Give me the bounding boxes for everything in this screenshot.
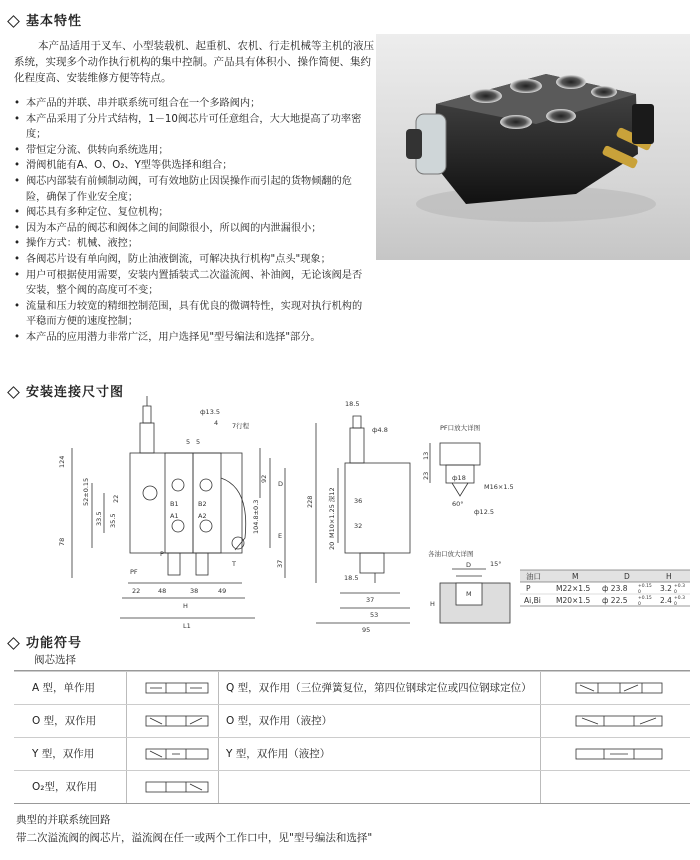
- intro-paragraph: 本产品适用于叉车、小型装载机、起重机、农机、行走机械等主机的液压系统，实现多个动作执行机构的集中控制。产品具有体积小、操作简便、集约化程度高、安装维修方便等特点。: [14, 40, 374, 84]
- table-cell: 0: [674, 602, 677, 607]
- port-label: A1: [170, 512, 179, 520]
- valve-symbol-icon: [574, 680, 664, 696]
- table-cell: 0: [638, 590, 641, 595]
- dim-label: M16×1.5: [484, 483, 514, 491]
- table-cell: 3.2: [660, 584, 672, 593]
- port-label: P: [160, 550, 164, 558]
- dimension-drawings: [0, 388, 700, 650]
- dim-label: 22: [132, 587, 141, 595]
- dim-label: D: [466, 561, 472, 569]
- function-symbol-table: [14, 670, 690, 804]
- product-photo: [376, 34, 690, 260]
- table-header: 油口: [526, 572, 541, 581]
- table-cell: 2.4: [660, 596, 672, 605]
- dim-label: 18.5: [344, 574, 359, 582]
- dim-label: E: [278, 532, 283, 540]
- list-item: • 因为本产品的阀芯和阀体之间的间隙很小，所以阀的内泄漏很小；: [14, 221, 370, 237]
- dim-label: 95: [362, 626, 371, 634]
- diamond-icon: [7, 637, 20, 650]
- valve-illustration: [376, 34, 690, 260]
- table-cell: P: [526, 584, 531, 593]
- dim-label: 92: [260, 474, 268, 483]
- dim-label: 53: [370, 611, 379, 619]
- dim-label: 15°: [490, 560, 502, 568]
- spool-type-label: Y 型，双作用: [32, 748, 95, 760]
- table-cell: +0.15: [638, 584, 652, 589]
- table-header: H: [666, 572, 672, 581]
- table-cell: 0: [638, 602, 641, 607]
- dim-label: 22: [112, 494, 120, 503]
- valve-symbol-icon: [144, 713, 210, 729]
- section-title-symbols: 功能符号: [6, 632, 82, 651]
- port-label: B1: [170, 500, 179, 508]
- dim-label: ф18: [452, 474, 466, 482]
- dim-label: 37: [366, 596, 375, 604]
- dim-label: 23: [422, 471, 430, 480]
- feature-list: [14, 96, 370, 346]
- dim-label: 38: [190, 587, 199, 595]
- table-cell: M20×1.5: [556, 596, 591, 605]
- dim-label: ф13.5: [200, 408, 221, 416]
- dim-label: ф12.5: [474, 508, 495, 516]
- list-item: • 本产品的并联、串并联系统可组合在一个多路阀内；: [14, 96, 370, 112]
- dim-label: 36: [354, 497, 363, 505]
- dim-label: D: [278, 480, 284, 488]
- list-item: • 操作方式：机械、液控；: [14, 236, 370, 252]
- dim-label: 35.5: [109, 513, 117, 528]
- dim-label: M10×1.25 深12: [328, 487, 336, 538]
- dim-label: 32: [354, 522, 363, 530]
- dim-label: 5: [196, 438, 201, 446]
- port-label: T: [232, 560, 236, 568]
- dim-label: 20: [328, 541, 336, 550]
- valve-symbol-icon: [144, 746, 210, 762]
- dim-label: L1: [183, 622, 191, 630]
- table-cell: Ai,Bi: [524, 596, 541, 605]
- dim-label: H: [430, 600, 435, 608]
- detail-title: PF口放大详图: [440, 424, 481, 432]
- table-cell: 0: [674, 590, 677, 595]
- list-item: • 滑阀机能有A、O、O₂、Y型等供选择和组合；: [14, 158, 370, 174]
- dim-label: 37: [276, 559, 284, 568]
- footer-line: 带二次溢流阀的阀芯片，溢流阀在任一或两个工作口中，见"型号编法和选择": [16, 832, 373, 844]
- section-title-features: 基本特性: [6, 10, 82, 29]
- table-cell: M22×1.5: [556, 584, 591, 593]
- table-cell: ф 22.5: [602, 596, 628, 605]
- section-title-dimensions: 安装连接尺寸图: [6, 381, 124, 400]
- spool-type-label: O 型，双作用: [32, 715, 97, 727]
- port-label: B2: [198, 500, 207, 508]
- spool-type-label: Y 型，双作用（液控）: [226, 748, 331, 760]
- list-item: • 各阀芯片设有单向阀，防止油液倒流，可解决执行机构"点头"现象；: [14, 252, 370, 268]
- port-table: [520, 570, 690, 607]
- table-row: [14, 671, 690, 705]
- spool-selection-label: 阀芯选择: [34, 654, 76, 666]
- dim-label: H: [183, 602, 188, 610]
- dim-label: 228: [306, 495, 314, 508]
- table-cell: ф 23.8: [602, 584, 628, 593]
- table-row: [14, 737, 690, 771]
- table-cell: +0.3: [674, 584, 685, 589]
- dim-label: M: [466, 590, 472, 598]
- valve-symbol-icon: [144, 680, 210, 696]
- dim-label: 13: [422, 451, 430, 460]
- table-cell: +0.15: [638, 596, 652, 601]
- diamond-icon: [7, 15, 20, 28]
- port-detail-drawing: [440, 569, 510, 623]
- port-label: A2: [198, 512, 207, 520]
- table-cell: +0.3: [674, 596, 685, 601]
- list-item: • 本产品采用了分片式结构，1－10阀芯片可任意组合，大大地提高了功率密度；: [14, 112, 370, 143]
- spool-type-label: O 型，双作用（液控）: [226, 715, 333, 727]
- detail-title: 各油口放大详图: [428, 550, 474, 558]
- table-header: M: [572, 572, 579, 581]
- list-item: • 带恒定分流、供转向系统选用；: [14, 143, 370, 159]
- port-label: PF: [130, 568, 138, 576]
- dim-label: ф4.8: [372, 426, 388, 434]
- dim-label: 5: [186, 438, 191, 446]
- dim-label: 124: [58, 455, 66, 468]
- list-item: • 阀芯内部装有前倾制动阀，可有效地防止因误操作而引起的货物倾翻的危险，确保了作业安全度；: [14, 174, 370, 205]
- dim-label: 78: [58, 537, 66, 546]
- pf-detail-drawing: [430, 443, 480, 496]
- list-item: • 流量和压力较宽的精细控制范围，具有优良的微调特性，实现对执行机构的平稳而方便的速度控制；: [14, 299, 370, 330]
- valve-symbol-icon: [574, 713, 664, 729]
- list-item: • 本产品的应用潜力非常广泛，用户选择见"型号编法和选择"部分。: [14, 330, 370, 346]
- dim-label: 104.8±0.3: [252, 499, 260, 534]
- table-header: D: [624, 572, 630, 581]
- dim-label: 60°: [452, 500, 464, 508]
- table-row: [14, 704, 690, 738]
- spool-type-label: O₂型，双作用: [32, 781, 97, 793]
- dim-label: 48: [158, 587, 167, 595]
- dim-label: 49: [218, 587, 227, 595]
- spool-type-label: Q 型，双作用（三位弹簧复位，第四位钢球定位或四位钢球定位）: [226, 682, 532, 694]
- list-item: • 阀芯具有多种定位、复位机构；: [14, 205, 370, 221]
- dim-label: 33.5: [95, 511, 103, 526]
- spool-type-label: A 型，单作用: [32, 682, 96, 694]
- footer-line: 典型的并联系统回路: [16, 814, 111, 826]
- dim-label: 52±0.15: [82, 477, 90, 506]
- dim-label: 7行程: [232, 422, 250, 430]
- dim-label: 18.5: [345, 400, 360, 408]
- valve-symbol-icon: [574, 746, 664, 762]
- list-item: • 用户可根据使用需要，安装内置插装式二次溢流阀、补油阀，无论该阀是否安装，整个阀的高度可不变；: [14, 268, 370, 299]
- table-row: [14, 770, 690, 804]
- valve-symbol-icon: [144, 779, 210, 795]
- dim-label: 4: [214, 419, 219, 427]
